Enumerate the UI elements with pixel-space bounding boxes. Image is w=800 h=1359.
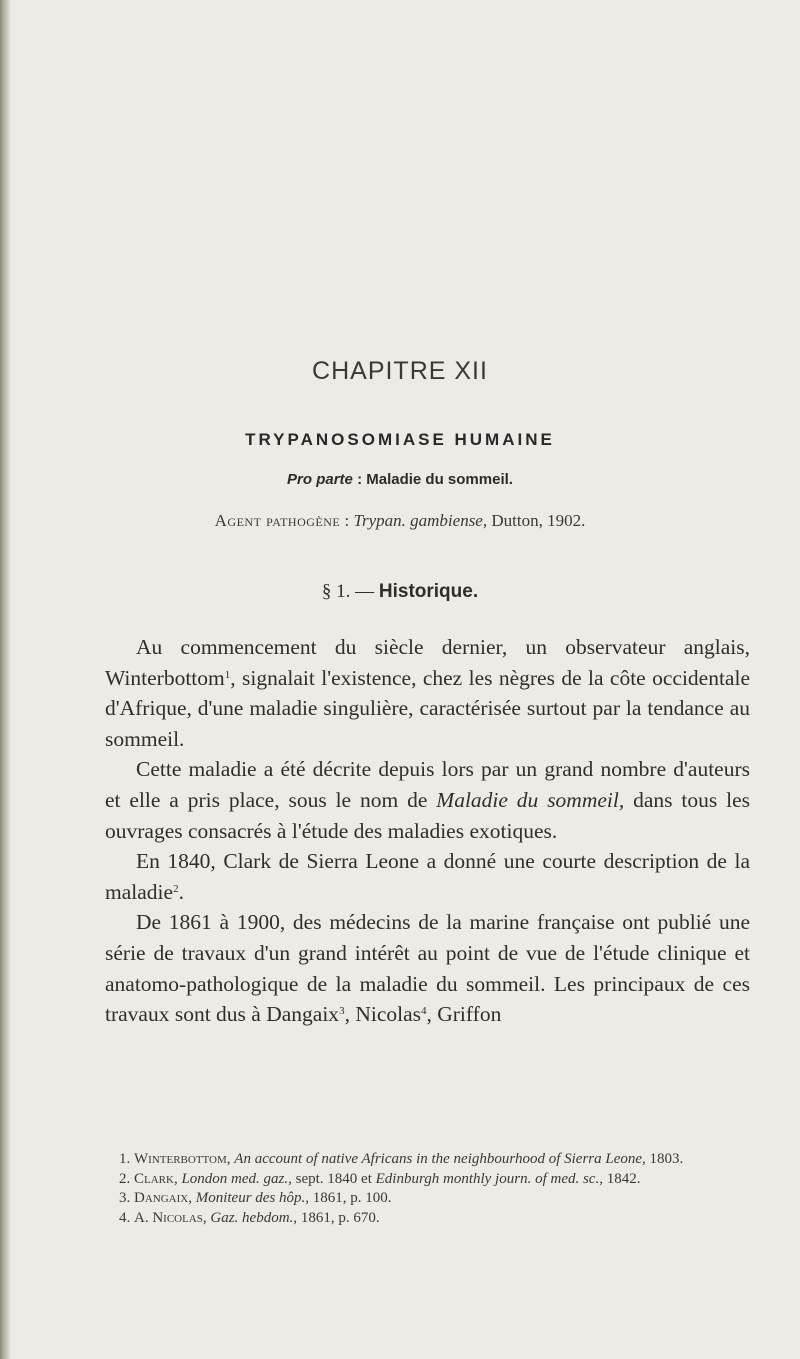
footnote-4-rest: 1861, p. 670.: [300, 1209, 380, 1226]
agent-species: Trypan. gambiense,: [353, 511, 488, 530]
footnote-1-rest: 1803.: [649, 1151, 684, 1167]
footnote-3-rest: 1861, p. 100.: [312, 1190, 392, 1206]
paragraph-2-text-b: dans tous les ouvrages consacrés à l'étude des maladies exotiques.: [105, 787, 751, 843]
footnote-3: [105, 1189, 750, 1209]
footnote-2-author: Clark,: [134, 1170, 178, 1187]
footnote-2-title: London med. gaz.,: [181, 1170, 292, 1187]
footnote-4-number: 4.: [119, 1209, 131, 1226]
agent-label: Agent pathogène: [214, 511, 341, 530]
paragraph-3: [105, 846, 750, 907]
agent-separator: :: [344, 511, 350, 530]
pathogenic-agent-line: [0, 511, 800, 531]
section-heading: [0, 581, 800, 603]
chapter-title: TRYPANOSOMIASE HUMAINE: [245, 430, 555, 449]
footnote-3-number: 3.: [119, 1190, 131, 1206]
footnote-ref-3: 3: [339, 1005, 345, 1018]
subtitle-pro-parte: Pro parte: [287, 471, 353, 488]
paragraph-2-italic: Maladie du sommeil,: [436, 787, 625, 812]
paragraph-3-text-b: .: [178, 879, 184, 904]
footnote-3-author: Dangaix,: [134, 1190, 192, 1206]
paragraph-2-text-a: Cette maladie a été décrite depuis lors par un grand nombre d'auteurs et elle a pris place, sous le nom de: [105, 757, 750, 812]
footnote-ref-1: 1: [224, 668, 231, 681]
footnote-4-title: Gaz. hebdom.,: [210, 1209, 298, 1226]
section-title: Historique.: [378, 581, 479, 602]
paragraph-3-text-a: En 1840, Clark de Sierra Leone a donné une courte description de la maladie: [105, 849, 750, 904]
footnote-1: [105, 1150, 750, 1170]
paragraph-1: [105, 632, 750, 754]
footnote-2-mid: sept. 1840 et: [295, 1170, 372, 1187]
footnote-2: [105, 1170, 750, 1190]
footnotes: [105, 1150, 750, 1228]
footnote-1-title: An account of native Africans in the neighbourhood of Sierra Leone,: [234, 1151, 646, 1167]
paragraph-4-text-d: , Griffon: [426, 1002, 502, 1027]
paragraph-4-text-c: , Nicolas: [344, 1002, 421, 1027]
footnote-3-title: Moniteur des hôp.,: [195, 1190, 310, 1206]
paragraph-4: [105, 907, 750, 1029]
paragraph-4-text-a: De 1861 à 1900, des médecins de la marine française ont publié une série de travaux d'un grand intérêt au point de vue de l'étude clinique et anatomo-pathologique de la maladie du sommeil. Les principaux de ces travaux sont dus à Dangaix: [105, 910, 750, 1027]
paragraph-1-text-b: , signalait l'existence, chez les nègres de la côte occidentale d'Afrique, d'une maladie singulière, caractérisée surtout par la tendance au sommeil.: [105, 665, 750, 751]
body-text: [105, 632, 750, 1030]
agent-author-year: Dutton, 1902.: [491, 511, 586, 530]
paragraph-1-text-a: Au commencement du siècle dernier, un observateur anglais, Winterbottom: [105, 635, 750, 690]
subtitle-text: : Maladie du sommeil.: [357, 471, 513, 488]
footnote-ref-2: 2: [173, 882, 179, 895]
chapter-subtitle: [0, 471, 800, 488]
footnote-1-author: Winterbottom,: [134, 1151, 231, 1167]
chapter-heading: CHAPITRE XII: [312, 357, 488, 385]
footnote-4-author: A. Nicolas,: [134, 1209, 207, 1226]
footnote-2-rest: 1842.: [606, 1170, 641, 1187]
footnote-ref-4: 4: [421, 1005, 427, 1018]
footnote-2-title-2: Edinburgh monthly journ. of med. sc.,: [375, 1170, 603, 1187]
footnote-1-number: 1.: [119, 1151, 131, 1167]
section-number: § 1. —: [321, 581, 375, 602]
footnote-4: [105, 1209, 750, 1229]
paragraph-2: [105, 754, 750, 846]
footnote-2-number: 2.: [119, 1170, 131, 1187]
